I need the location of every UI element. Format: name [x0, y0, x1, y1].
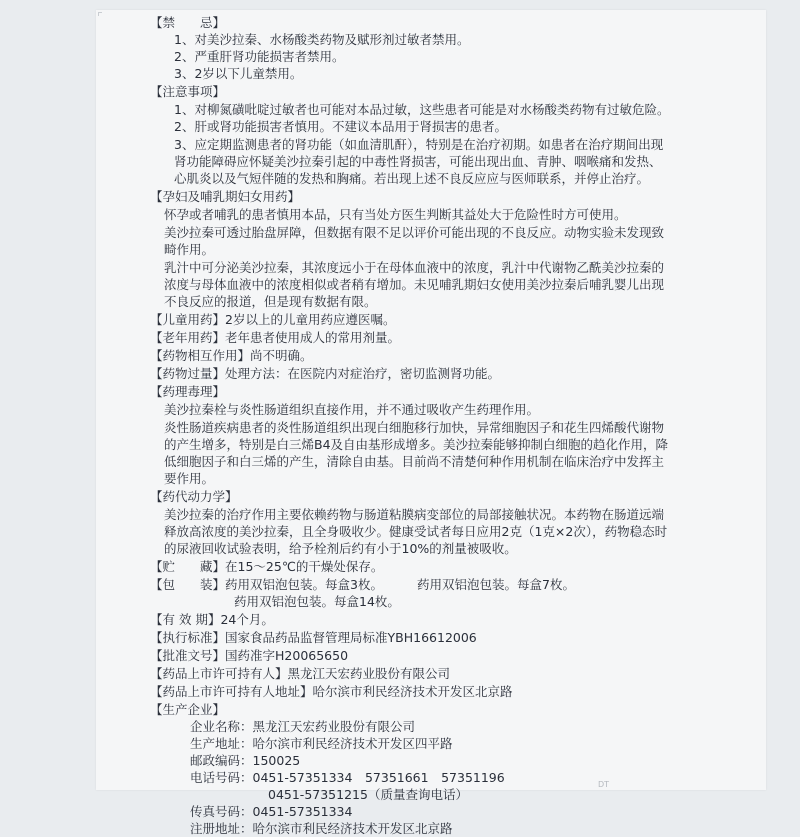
pregnancy-paragraph: 乳汁中可分泌美沙拉秦，其浓度远小于在母体血液中的浓度，乳汁中代谢物乙酰美沙拉秦的浓度与母体血液中的浓度相似或者稍有增加。未见哺乳期妇女使用美沙拉秦后哺乳婴儿出现不良反应的报道，但是现有数据有限。 [164, 260, 665, 309]
packaging-row [150, 576, 670, 593]
pediatric-heading: 【儿童用药】 [150, 312, 226, 327]
mah-address-row [150, 683, 670, 700]
validity-heading: 【有 效 期】 [150, 612, 221, 627]
mah-text: 黑龙江天宏药业股份有限公司 [287, 666, 451, 681]
pharmacokinetics-paragraph: 美沙拉秦的治疗作用主要依赖药物与肠道粘膜病变部位的局部接触状况。本药物在肠道远端释放高浓度的美沙拉秦，且全身吸收少。健康受试者每日应用2克（1克×2次），药物稳态时的尿液回收试验表明，给予栓剂后约有小于10%的剂量被吸收。 [164, 507, 668, 556]
approval-text: 国药准字H20065650 [225, 648, 349, 663]
field-value: 哈尔滨市利民经济技术开发区四平路 [252, 736, 453, 751]
validity-row [150, 611, 670, 628]
field-label: 企业名称： [190, 719, 253, 734]
contraindication-item: 1、对美沙拉秦、水杨酸类药物及赋形剂过敏者禁用。 [174, 32, 470, 47]
pharmacology-paragraph: 美沙拉秦栓与炎性肠道组织直接作用，并不通过吸收产生药理作用。 [164, 402, 540, 417]
contraindication-item: 2、严重肝肾功能损害者禁用。 [174, 49, 345, 64]
precaution-item: 2、肝或肾功能损害者慎用。不建议本品用于肾损害的患者。 [174, 119, 507, 134]
precautions-heading: 【注意事项】 [150, 84, 226, 99]
standard-heading: 【执行标准】 [150, 630, 226, 645]
packaging-text: 药用双铝泡包装。每盒7枚。 [416, 577, 575, 592]
interactions-heading: 【药物相互作用】 [150, 348, 251, 363]
pregnancy-paragraph: 怀孕或者哺乳的患者慎用本品，只有当处方医生判断其益处大于危险性时方可使用。 [164, 207, 627, 222]
approval-row [150, 647, 670, 664]
elderly-text: 老年患者使用成人的常用剂量。 [225, 330, 401, 345]
manufacturer-name-row [150, 718, 670, 735]
interactions-row [150, 347, 670, 364]
interactions-text: 尚不明确。 [250, 348, 313, 363]
packaging-text: 药用双铝泡包装。每盒3枚。 [225, 577, 383, 592]
packaging-heading: 【包 装】 [150, 577, 226, 592]
standard-row [150, 629, 670, 646]
mah-address-text: 哈尔滨市利民经济技术开发区北京路 [312, 684, 513, 699]
storage-heading: 【贮 藏】 [150, 559, 226, 574]
pharmacology-paragraph: 炎性肠道疾病患者的炎性肠道组织出现白细胞移行加快，异常细胞因子和花生四烯酸代谢物的产生增多，特别是白三烯B4及自由基形成增多。美沙拉秦能够抑制白细胞的趋化作用，降低细胞因子和白三烯的产生，清除自由基。目前尚不清楚何种作用机制在临床治疗中发挥主要作用。 [164, 420, 669, 486]
field-label: 传真号码： [190, 804, 253, 819]
leaflet-content [150, 14, 670, 837]
field-value: 0451-57351334 57351661 57351196 [252, 770, 505, 785]
field-label: 邮政编码： [190, 753, 253, 768]
field-label: 注册地址： [190, 821, 253, 836]
pediatric-text: 2岁以上的儿童用药应遵医嘱。 [225, 312, 396, 327]
watermark: DT [598, 780, 610, 789]
mah-heading: 【药品上市许可持有人】 [150, 666, 288, 681]
manufacturer-heading: 【生产企业】 [150, 702, 226, 717]
pharmacology-heading: 【药理毒理】 [150, 384, 226, 399]
manufacturer-phone2: 0451-57351215（质量查询电话） [268, 787, 468, 802]
field-label: 生产地址： [190, 736, 253, 751]
storage-text: 在15～25℃的干燥处保存。 [225, 559, 384, 574]
overdose-row [150, 365, 670, 382]
field-value: 0451-57351334 [252, 804, 353, 819]
precaution-item: 3、应定期监测患者的肾功能（如血清肌酐），特别是在治疗初期。如患者在治疗期间出现肾功能障碍应怀疑美沙拉秦引起的中毒性肾损害，可能出现出血、青肿、咽喉痛和发热、心肌炎以及气短伴随的发热和胸痛。若出现上述不良反应应与医师联系，并停止治疗。 [174, 137, 664, 186]
approval-heading: 【批准文号】 [150, 648, 226, 663]
field-value: 150025 [252, 753, 301, 768]
corner-mark [98, 12, 102, 16]
storage-row [150, 558, 670, 575]
pediatric-row [150, 311, 670, 328]
manufacturer-phone-row [150, 769, 670, 786]
overdose-text: 处理方法：在医院内对症治疗，密切监测肾功能。 [225, 366, 501, 381]
manufacturer-reg-row [150, 820, 670, 837]
validity-text: 24个月。 [220, 612, 274, 627]
contraindications-heading: 【禁 忌】 [150, 15, 226, 30]
contraindication-item: 3、2岁以下儿童禁用。 [174, 66, 303, 81]
mah-row [150, 665, 670, 682]
packaging-text: 药用双铝泡包装。每盒14枚。 [234, 594, 400, 609]
field-value: 哈尔滨市利民经济技术开发区北京路 [252, 821, 453, 836]
standard-text: 国家食品药品监督管理局标准YBH16612006 [225, 630, 477, 645]
mah-address-heading: 【药品上市许可持有人地址】 [150, 684, 313, 699]
manufacturer-zip-row [150, 752, 670, 769]
field-label: 电话号码： [190, 770, 253, 785]
manufacturer-address-row [150, 735, 670, 752]
elderly-heading: 【老年用药】 [150, 330, 226, 345]
overdose-heading: 【药物过量】 [150, 366, 226, 381]
pregnancy-paragraph: 美沙拉秦可透过胎盘屏障，但数据有限不足以评价可能出现的不良反应。动物实验未发现致畸作用。 [164, 225, 665, 257]
elderly-row [150, 329, 670, 346]
manufacturer-fax-row [150, 803, 670, 820]
precaution-item: 1、对柳氮磺吡啶过敏者也可能对本品过敏，这些患者可能是对水杨酸类药物有过敏危险。 [174, 102, 670, 117]
pregnancy-heading: 【孕妇及哺乳期妇女用药】 [150, 189, 301, 204]
field-value: 黑龙江天宏药业股份有限公司 [252, 719, 416, 734]
pharmacokinetics-heading: 【药代动力学】 [150, 489, 238, 504]
